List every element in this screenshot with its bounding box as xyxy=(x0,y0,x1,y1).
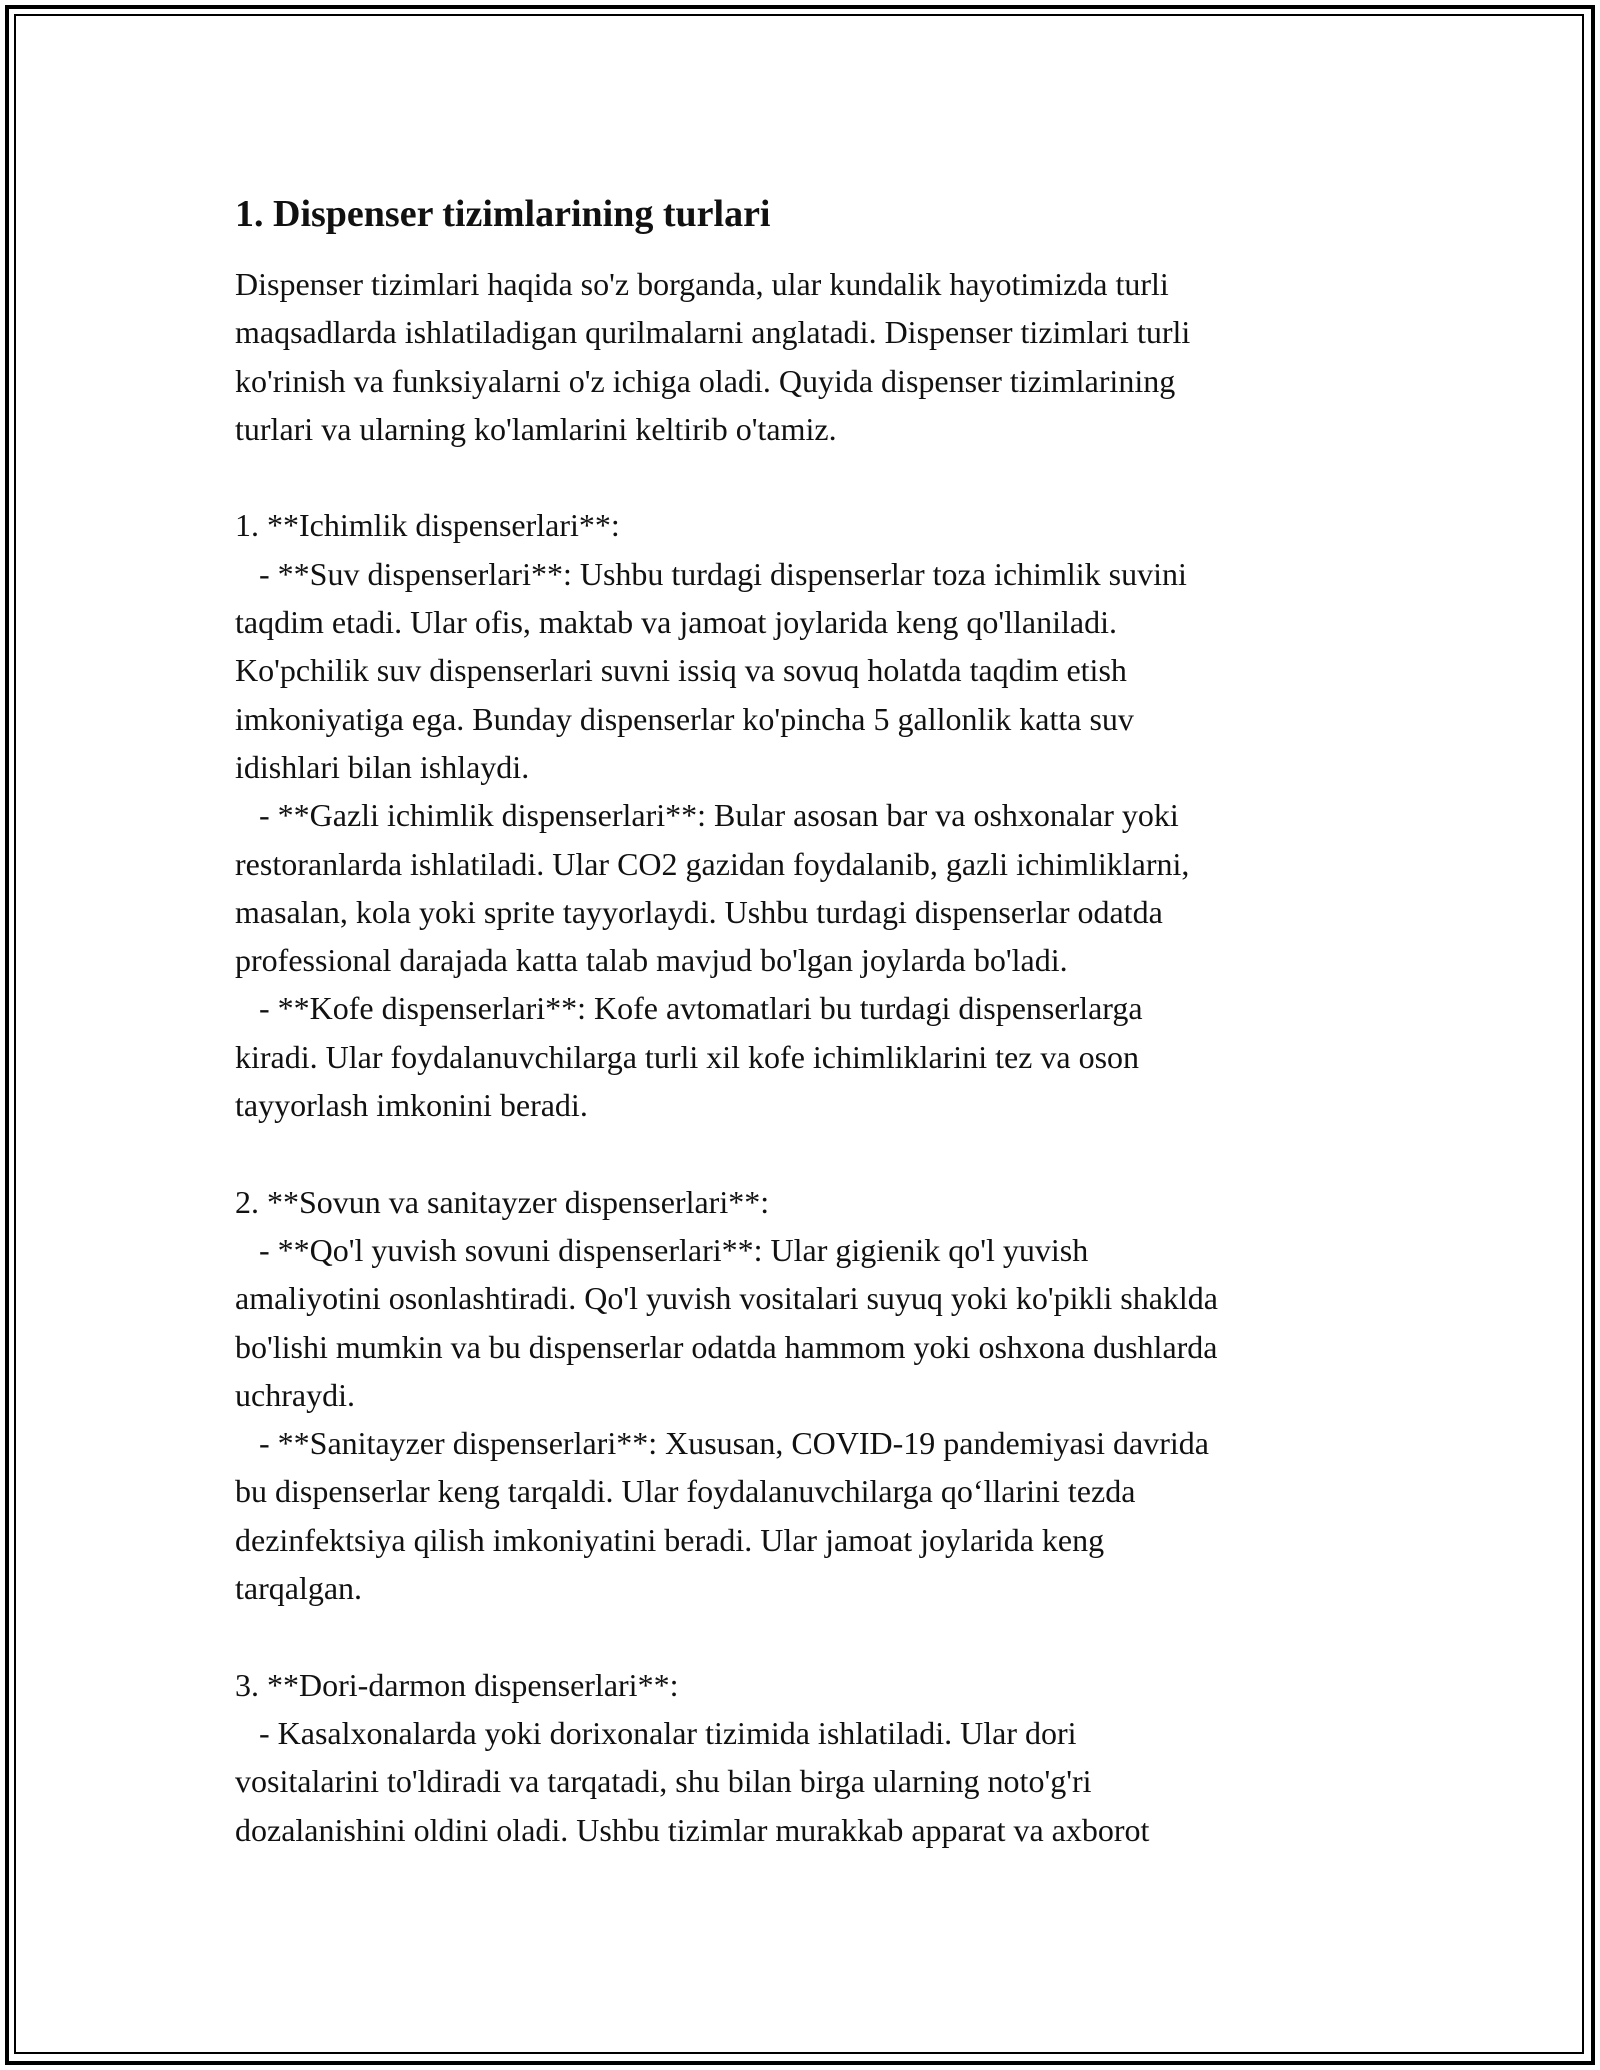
section-heading: 1. Dispenser tizimlarining turlari xyxy=(235,193,771,235)
document-content xyxy=(235,186,1370,1854)
body-text: Dispenser tizimlari haqida so'z borganda, ular kundalik hayotimizda turli maqsadlarda ishlatiladigan qurilmalarni anglatadi. Dispenser tizimlari turli ko'rinish va funksiyalarni o'z ichiga oladi. Quyida dispenser tizimlarining turlari va ularning ko'lamlarini keltirib o'tamiz. 1. **Ichimlik dispenserlari**: - **Suv dispenserlari**: Ushbu turdagi dispenserlar toza ichimlik suvini taqdim etadi. Ular ofis, maktab va jamoat joylarida keng qo'llaniladi. Ko'pchilik suv dispenserlari suvni issiq va sovuq holatda taqdim etish imkoniyatiga ega. Bunday dispenserlar ko'pincha 5 gallonlik katta suv idishlari bilan ishlaydi. - **Gazli ichimlik dispenserlari**: Bular asosan bar va oshxonalar yoki restoranlarda ishlatiladi. Ular CO2 gazidan foydalanib, gazli ichimliklarni, masalan, kola yoki sprite tayyorlaydi. Ushbu turdagi dispenserlar odatda professional darajada katta talab mavjud bo'lgan joylarda bo'ladi. - **Kofe dispenserlari**: Kofe avtomatlari bu turdagi dispenserlarga kiradi. Ular foydalanuvchilarga turli xil kofe ichimliklarini tez va oson tayyorlash imkonini beradi. 2. **Sovun va sanitayzer dispenserlari**: - **Qo'l yuvish sovuni dispenserlari**: Ular gigienik qo'l yuvish amaliyotini osonlashtiradi. Qo'l yuvish vositalari suyuq yoki ko'pikli shaklda bo'lishi mumkin va bu dispenserlar odatda hammom yoki oshxona dushlarda uchraydi. - **Sanitayzer dispenserlari**: Xususan, COVID-19 pandemiyasi davrida bu dispenserlar keng tarqaldi. Ular foydalanuvchilarga qo‘llarini tezda dezinfektsiya qilish imkoniyatini beradi. Ular jamoat joylarida keng tarqalgan. 3. **Dori-darmon dispenserlari**: - Kasalxonalarda yoki dorixonalar tizimida ishlatiladi. Ular dori vositalarini to'ldiradi va tarqatadi, shu bilan birga ularning noto'g'ri dozalanishini oldini oladi. Ushbu tizimlar murakkab apparat va axborot xyxy=(235,266,1218,1848)
